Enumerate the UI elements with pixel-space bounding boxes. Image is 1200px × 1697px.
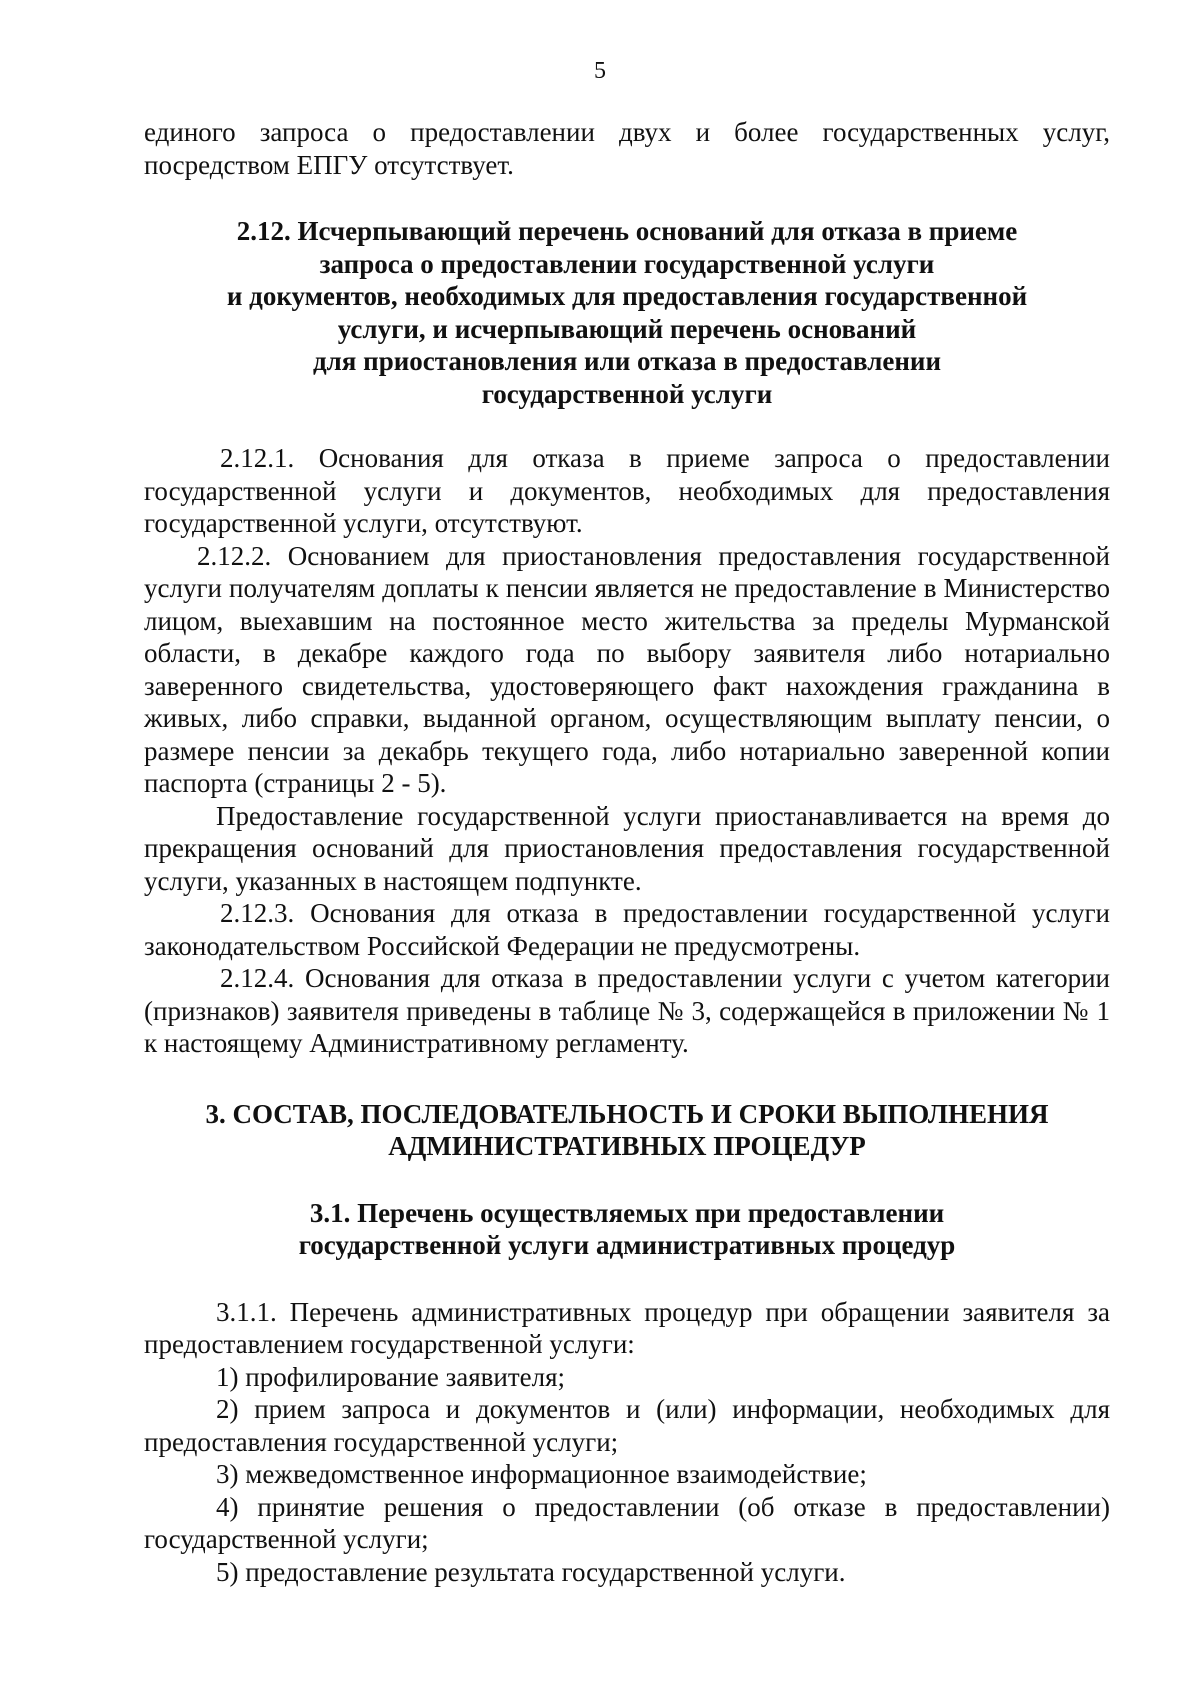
list-item: 2) прием запроса и документов и (или) информации, необходимых для предоставления государственной услуги; xyxy=(144,1394,1110,1457)
paragraph-2-12-2: 2.12.2. Основанием для приостановления предоставления государственной услуги получателям доплаты к пенсии является не предоставление в Министерство лицом, выехавшим на постоянное место жительства за пределы Мурманской области, в декабре каждого года по выбору заявителя либо нотариально заверенного свидетельства, удостоверяющего факт нахождения гражданина в живых, либо справки, выданной органом, осуществляющим выплату пенсии, о размере пенсии за декабрь текущего года, либо нотариально заверенной копии паспорта (страницы 2 - 5). xyxy=(144,540,1110,798)
paragraph-2-12-4: 2.12.4. Основания для отказа в предоставлении услуги с учетом категории (признаков) заявителя приведены в таблице № 3, содержащейся в приложении № 1 к настоящему Административному регламенту. xyxy=(144,963,1110,1058)
paragraph-2-12-1: 2.12.1. Основания для отказа в приеме запроса о предоставлении государственной услуги и документов, необходимых для предоставления государственной услуги, отсутствуют. xyxy=(144,443,1110,538)
continuation-paragraph: единого запроса о предоставлении двух и более государственных услуг, посредством ЕПГУ отсутствует. xyxy=(144,117,1110,180)
page-number: 5 xyxy=(594,58,606,84)
list-item: 5) предоставление результата государственной услуги. xyxy=(216,1556,846,1587)
section-3-1-heading: 3.1. Перечень осуществляемых при предоставлении государственной услуги административных процедур xyxy=(298,1197,956,1260)
paragraph-3-1-1: 3.1.1. Перечень административных процедур при обращении заявителя за предоставлением государственной услуги: xyxy=(144,1296,1110,1359)
document-body xyxy=(144,116,1110,1588)
list-item: 3) межведомственное информационное взаимодействие; xyxy=(216,1459,867,1489)
list-item: 4) принятие решения о предоставлении (об отказе в предоставлении) государственной услуги; xyxy=(144,1491,1110,1554)
list-item: 1) профилирование заявителя; xyxy=(216,1361,566,1392)
section-3-heading: 3. СОСТАВ, ПОСЛЕДОВАТЕЛЬНОСТЬ И СРОКИ ВЫПОЛНЕНИЯ АДМИНИСТРАТИВНЫХ ПРОЦЕДУР xyxy=(205,1098,1049,1161)
section-2-12-heading: 2.12. Исчерпывающий перечень оснований для отказа в приеме запроса о предоставлении государственной услуги и документов, необходимых для предоставления государственной услуги, и исчерпывающий перечень оснований для приостановления или отказа в предоставлении государственной услуги xyxy=(226,216,1028,409)
paragraph-2-12-3: 2.12.3. Основания для отказа в предоставлении государственной услуги законодательством Российской Федерации не предусмотрены. xyxy=(144,898,1110,961)
paragraph-suspension-note: Предоставление государственной услуги приостанавливается на время до прекращения оснований для приостановления предоставления государственной услуги, указанных в настоящем подпункте. xyxy=(144,800,1110,896)
